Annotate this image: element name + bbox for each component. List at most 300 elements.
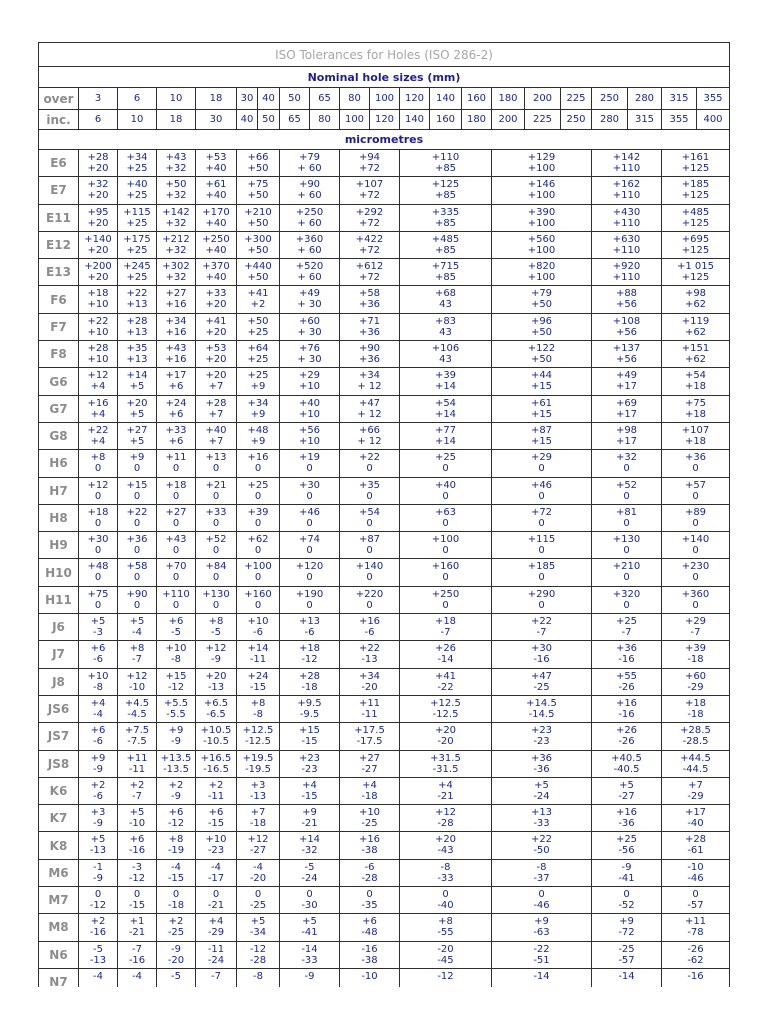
tolerance-cell [79,969,118,987]
tolerance-cell [79,805,118,831]
table-row [39,205,729,232]
tolerance-cell [280,914,340,940]
lower-deviation: -63 [533,927,550,939]
lower-deviation: 0 [692,599,699,611]
table-row [39,832,729,859]
lower-deviation: -6 [93,736,103,748]
grade-label: H11 [39,587,79,613]
tolerance-cell [196,860,237,886]
size-over-value: 355 [703,93,723,104]
lower-deviation: +85 [434,272,457,284]
lower-deviation: +20 [87,190,109,202]
upper-deviation: -12 [249,943,267,955]
tolerance-cell [400,751,492,777]
lower-deviation: -9 [93,872,103,884]
lower-deviation: 0 [172,463,180,475]
lower-deviation: 0 [366,463,373,475]
tolerance-cell [400,341,492,367]
upper-deviation: +230 [681,561,710,573]
lower-deviation: +7 [208,435,224,447]
grade-label: F8 [39,341,79,367]
lower-deviation: +25 [126,244,148,256]
lower-deviation: +14 [434,381,457,393]
table-row [39,450,729,477]
tolerance-cell [662,887,729,913]
lower-deviation: -6 [253,627,263,639]
lower-deviation: -16 [128,845,146,857]
lower-deviation: 0 [623,545,630,557]
tolerance-cell [118,942,157,968]
tolerance-cell [157,205,196,231]
tolerance-cell [157,751,196,777]
lower-deviation: + 60 [297,272,322,284]
tolerance-cell [662,286,729,312]
tolerance-cell [118,150,157,176]
lower-deviation: +10 [87,326,109,338]
tolerance-cell [118,832,157,858]
table-row [39,860,729,887]
lower-deviation: +85 [434,163,457,174]
upper-deviation: +48 [247,424,269,436]
upper-deviation: +50 [165,179,187,191]
tolerance-cell [662,696,729,722]
size-inc-value: 280 [592,110,628,129]
tolerance-cell [340,751,400,777]
tolerance-cell [400,832,492,858]
upper-deviation: +68 [434,288,457,300]
upper-deviation: +6.5 [203,697,229,709]
upper-deviation: +170 [202,206,230,218]
lower-deviation: +10 [298,381,321,393]
upper-deviation: +130 [202,588,230,600]
lower-deviation: -18 [167,900,185,912]
lower-deviation: -51 [533,954,550,966]
tolerance-cell [118,505,157,531]
tolerance-cell [400,723,492,749]
table-row [39,423,729,450]
tolerance-cell [196,832,237,858]
lower-deviation: 0 [442,490,449,502]
tolerance-cell [157,942,196,968]
lower-deviation: -46 [533,900,550,912]
size-over-value: 18 [196,88,237,109]
upper-deviation: +19.5 [242,752,274,764]
upper-deviation: +11 [684,916,707,928]
tolerance-cell [400,478,492,504]
lower-deviation: +25 [247,354,269,366]
tolerance-cell [400,559,492,585]
tolerance-cell [400,368,492,394]
tolerance-cell [196,559,237,585]
lower-deviation: -52 [618,900,635,912]
lower-deviation: 0 [306,517,313,529]
lower-deviation: +10 [298,408,321,420]
upper-deviation: +18 [684,697,707,709]
upper-deviation: +46 [530,479,553,491]
upper-deviation: -5 [304,861,315,873]
lower-deviation: -13 [249,790,267,802]
lower-deviation: -15 [301,736,318,748]
tolerance-cell [118,423,157,449]
upper-deviation: +22 [530,834,553,846]
lower-deviation: -15 [301,790,318,802]
lower-deviation: +20 [205,299,227,311]
tolerance-cell [340,969,400,987]
lower-deviation: -22 [437,681,454,693]
upper-deviation: +5.5 [163,697,189,709]
lower-deviation: 0 [692,490,699,502]
lower-deviation: -12 [167,681,185,693]
upper-deviation: +98 [684,288,707,300]
lower-deviation: + 60 [297,190,322,202]
upper-deviation: +29 [530,452,553,464]
lower-deviation: -36 [618,818,635,830]
tolerance-cell [79,341,118,367]
tolerance-cell [280,177,340,203]
tolerance-cell [340,286,400,312]
upper-deviation: +40.5 [611,752,642,764]
size-over-value: 180 [492,88,525,109]
upper-deviation: +440 [244,261,272,273]
lower-deviation: 0 [538,599,545,611]
lower-deviation: 0 [366,545,373,557]
tolerance-cell [196,368,237,394]
tolerance-cell [157,450,196,476]
upper-deviation: -8 [536,861,547,873]
lower-deviation: -6 [93,790,103,802]
lower-deviation: 0 [133,572,141,584]
lower-deviation: -8 [253,708,263,720]
lower-deviation: + 60 [297,217,322,229]
lower-deviation: -10 [128,818,146,830]
lower-deviation: +16 [165,326,187,338]
lower-deviation: -35 [361,900,378,912]
upper-deviation: +22 [530,616,553,628]
lower-deviation: -4 [93,708,103,720]
tolerance-cell [118,860,157,886]
upper-deviation: +485 [431,233,460,245]
upper-deviation: +50 [247,315,269,327]
tolerance-cell [592,532,662,558]
lower-deviation: -26 [618,736,635,748]
tolerance-cell [662,505,729,531]
tolerance-cell [118,341,157,367]
upper-deviation: -16 [687,970,704,982]
tolerance-cell [340,368,400,394]
tolerance-cell [79,505,118,531]
table-row [39,641,729,668]
tolerance-cell [492,805,592,831]
upper-deviation: +81 [615,506,638,518]
lower-deviation: 0 [172,572,180,584]
tolerance-cell [280,368,340,394]
lower-deviation: -18 [301,681,318,693]
tolerance-cell [237,314,280,340]
tolerance-cell [662,532,729,558]
upper-deviation: +185 [527,561,556,573]
tolerance-cell [79,669,118,695]
upper-deviation: +16 [615,807,638,819]
tolerance-cell [492,314,592,340]
upper-deviation: +18 [434,616,457,628]
upper-deviation: +335 [431,206,460,218]
tolerance-cell [280,860,340,886]
tolerance-cell [196,314,237,340]
lower-deviation: +20 [87,163,109,174]
upper-deviation: 0 [692,889,699,901]
lower-deviation: 0 [306,572,313,584]
lower-deviation: -7 [132,790,142,802]
tolerance-cell [340,942,400,968]
tolerance-cell [662,314,729,340]
upper-deviation: +22 [358,452,381,464]
tolerance-cell [196,505,237,531]
upper-deviation: 0 [306,889,313,901]
lower-deviation: +7 [208,381,224,393]
unit-header-row [39,130,729,150]
upper-deviation: +300 [244,233,272,245]
lower-deviation: +17 [615,381,638,393]
upper-deviation: +12 [247,834,269,846]
tolerance-cell [592,696,662,722]
upper-deviation: +18 [165,479,187,491]
upper-deviation: +16 [87,397,109,409]
lower-deviation: -29 [687,681,704,693]
tolerance-cell [662,832,729,858]
lower-deviation: +18 [684,435,707,447]
upper-deviation: +12 [205,643,227,655]
size-inc-value: 160 [430,110,462,129]
upper-deviation: +122 [527,343,556,355]
lower-deviation: -17 [207,872,225,884]
tolerance-cell [400,450,492,476]
tolerance-cell [340,860,400,886]
lower-deviation: +62 [684,299,707,311]
lower-deviation: -18 [249,818,267,830]
upper-deviation: -20 [437,943,454,955]
upper-deviation: +3 [250,779,266,791]
upper-deviation: +17 [684,807,707,819]
upper-deviation: +44 [530,370,553,382]
upper-deviation: +20 [434,725,457,737]
tolerance-cell [196,587,237,613]
tolerance-cell [237,641,280,667]
upper-deviation: +390 [527,206,556,218]
upper-deviation: +13 [530,807,553,819]
lower-deviation: -16 [533,654,550,666]
upper-deviation: +2 [90,916,106,928]
lower-deviation: 0 [133,517,141,529]
tolerance-cell [662,805,729,831]
upper-deviation: +52 [615,479,638,491]
upper-deviation: +115 [123,206,151,218]
grade-label: F6 [39,286,79,312]
table-row [39,723,729,750]
lower-deviation: +20 [87,217,109,229]
tolerance-cell [592,205,662,231]
tolerance-cell [340,423,400,449]
upper-deviation: +27 [165,506,187,518]
lower-deviation: 43 [439,326,452,338]
upper-deviation: +612 [355,261,384,273]
lower-deviation: +85 [434,244,457,256]
tolerance-cell [79,914,118,940]
upper-deviation: +63 [434,506,457,518]
upper-deviation: +2 [208,779,224,791]
size-over-value: 50 [280,88,310,109]
lower-deviation: -20 [361,681,378,693]
upper-deviation: +920 [612,261,641,273]
upper-deviation: +162 [612,179,641,191]
upper-deviation: +39 [434,370,457,382]
tolerance-cell [196,150,237,176]
upper-deviation: +190 [295,588,324,600]
lower-deviation: +110 [612,190,641,202]
tolerance-cell [400,314,492,340]
lower-deviation: -21 [437,790,454,802]
tolerance-cell [157,723,196,749]
lower-deviation: -29 [687,790,704,802]
grade-label: E11 [39,205,79,231]
lower-deviation: +2 [250,299,266,311]
tolerance-cell [196,778,237,804]
tolerance-cell [400,205,492,231]
lower-deviation: 0 [212,572,220,584]
size-over-value: 140 [430,88,462,109]
upper-deviation: +360 [681,588,710,600]
upper-deviation: +77 [434,424,457,436]
tolerance-cell [157,887,196,913]
tolerance-cell [662,860,729,886]
tolerance-cell [340,314,400,340]
tolerance-cell [237,832,280,858]
lower-deviation: -9 [93,818,103,830]
upper-deviation: +25 [434,452,457,464]
upper-deviation: +76 [298,343,321,355]
upper-deviation: +34 [358,370,381,382]
lower-deviation: +110 [612,272,641,284]
lower-deviation: -14 [437,654,454,666]
upper-deviation: +5 [250,916,266,928]
upper-deviation: +98 [615,424,638,436]
upper-deviation: +48 [87,561,109,573]
upper-deviation: +5 [302,916,317,928]
upper-deviation: +30 [530,643,553,655]
lower-deviation: -15 [167,872,185,884]
grade-label: K7 [39,805,79,831]
upper-deviation: +1 [129,916,145,928]
upper-deviation: +16 [358,834,381,846]
lower-deviation: +50 [247,217,269,229]
lower-deviation: +9 [250,408,266,420]
upper-deviation: +33 [205,506,227,518]
lower-deviation: 0 [366,572,373,584]
lower-deviation: +25 [126,217,148,229]
upper-deviation: +70 [165,561,187,573]
tolerance-cell [400,232,492,258]
lower-deviation: +125 [681,244,710,256]
lower-deviation: +56 [615,326,638,338]
tolerance-cell [118,396,157,422]
upper-deviation: +40 [126,179,148,191]
upper-deviation: -8 [253,970,263,982]
lower-deviation: -34 [249,927,267,939]
upper-deviation: +360 [295,233,324,245]
upper-deviation: +90 [126,588,148,600]
grade-label: K6 [39,778,79,804]
tolerance-cell [157,232,196,258]
lower-deviation: +10 [87,299,109,311]
lower-deviation: +13 [126,326,148,338]
upper-deviation: +56 [298,424,321,436]
upper-deviation: +26 [434,643,457,655]
tolerance-cell [157,396,196,422]
lower-deviation: -7 [690,627,701,639]
upper-deviation: +7 [688,779,703,791]
tolerance-cell [237,860,280,886]
upper-deviation: -25 [618,943,635,955]
tolerance-cell [340,150,400,176]
tolerance-cell [118,259,157,285]
lower-deviation: +100 [527,190,556,202]
lower-deviation: 0 [172,490,180,502]
upper-deviation: +12 [87,479,109,491]
upper-deviation: +43 [165,343,187,355]
lower-deviation: 0 [172,599,180,611]
upper-deviation: -5 [171,970,181,982]
lower-deviation: -19 [167,845,185,857]
tolerance-cell [340,450,400,476]
tolerance-cell [280,669,340,695]
tolerance-cell [400,778,492,804]
upper-deviation: +151 [681,343,710,355]
tolerance-cell [196,341,237,367]
lower-deviation: 0 [94,599,102,611]
size-inc-value: 80 [310,110,340,129]
upper-deviation: +64 [247,343,269,355]
upper-deviation: +11 [126,752,148,764]
upper-deviation: +12.5 [430,697,461,709]
upper-deviation: -22 [533,943,550,955]
tolerance-cell [79,286,118,312]
tolerance-cell [662,669,729,695]
size-inc-value: 250 [561,110,592,129]
upper-deviation: +13.5 [160,752,192,764]
upper-deviation: +69 [615,397,638,409]
tolerance-cell [196,450,237,476]
upper-deviation: +60 [684,670,707,682]
upper-deviation: +290 [527,588,556,600]
tolerance-cell [280,614,340,640]
lower-deviation: -23 [301,763,318,775]
upper-deviation: +22 [87,315,109,327]
tolerance-cell [118,914,157,940]
upper-deviation: +90 [358,343,381,355]
upper-deviation: +14 [126,370,148,382]
upper-deviation: +820 [527,261,556,273]
lower-deviation: -45 [437,954,454,966]
upper-deviation: +119 [681,315,710,327]
tolerance-cell [492,478,592,504]
tolerance-cell [196,696,237,722]
lower-deviation: +50 [530,354,553,366]
lower-deviation: 0 [692,463,699,475]
upper-deviation: +8 [90,452,106,464]
tolerance-cell [118,751,157,777]
tolerance-cell [237,259,280,285]
lower-deviation: +56 [615,299,638,311]
size-over-row [39,88,729,110]
